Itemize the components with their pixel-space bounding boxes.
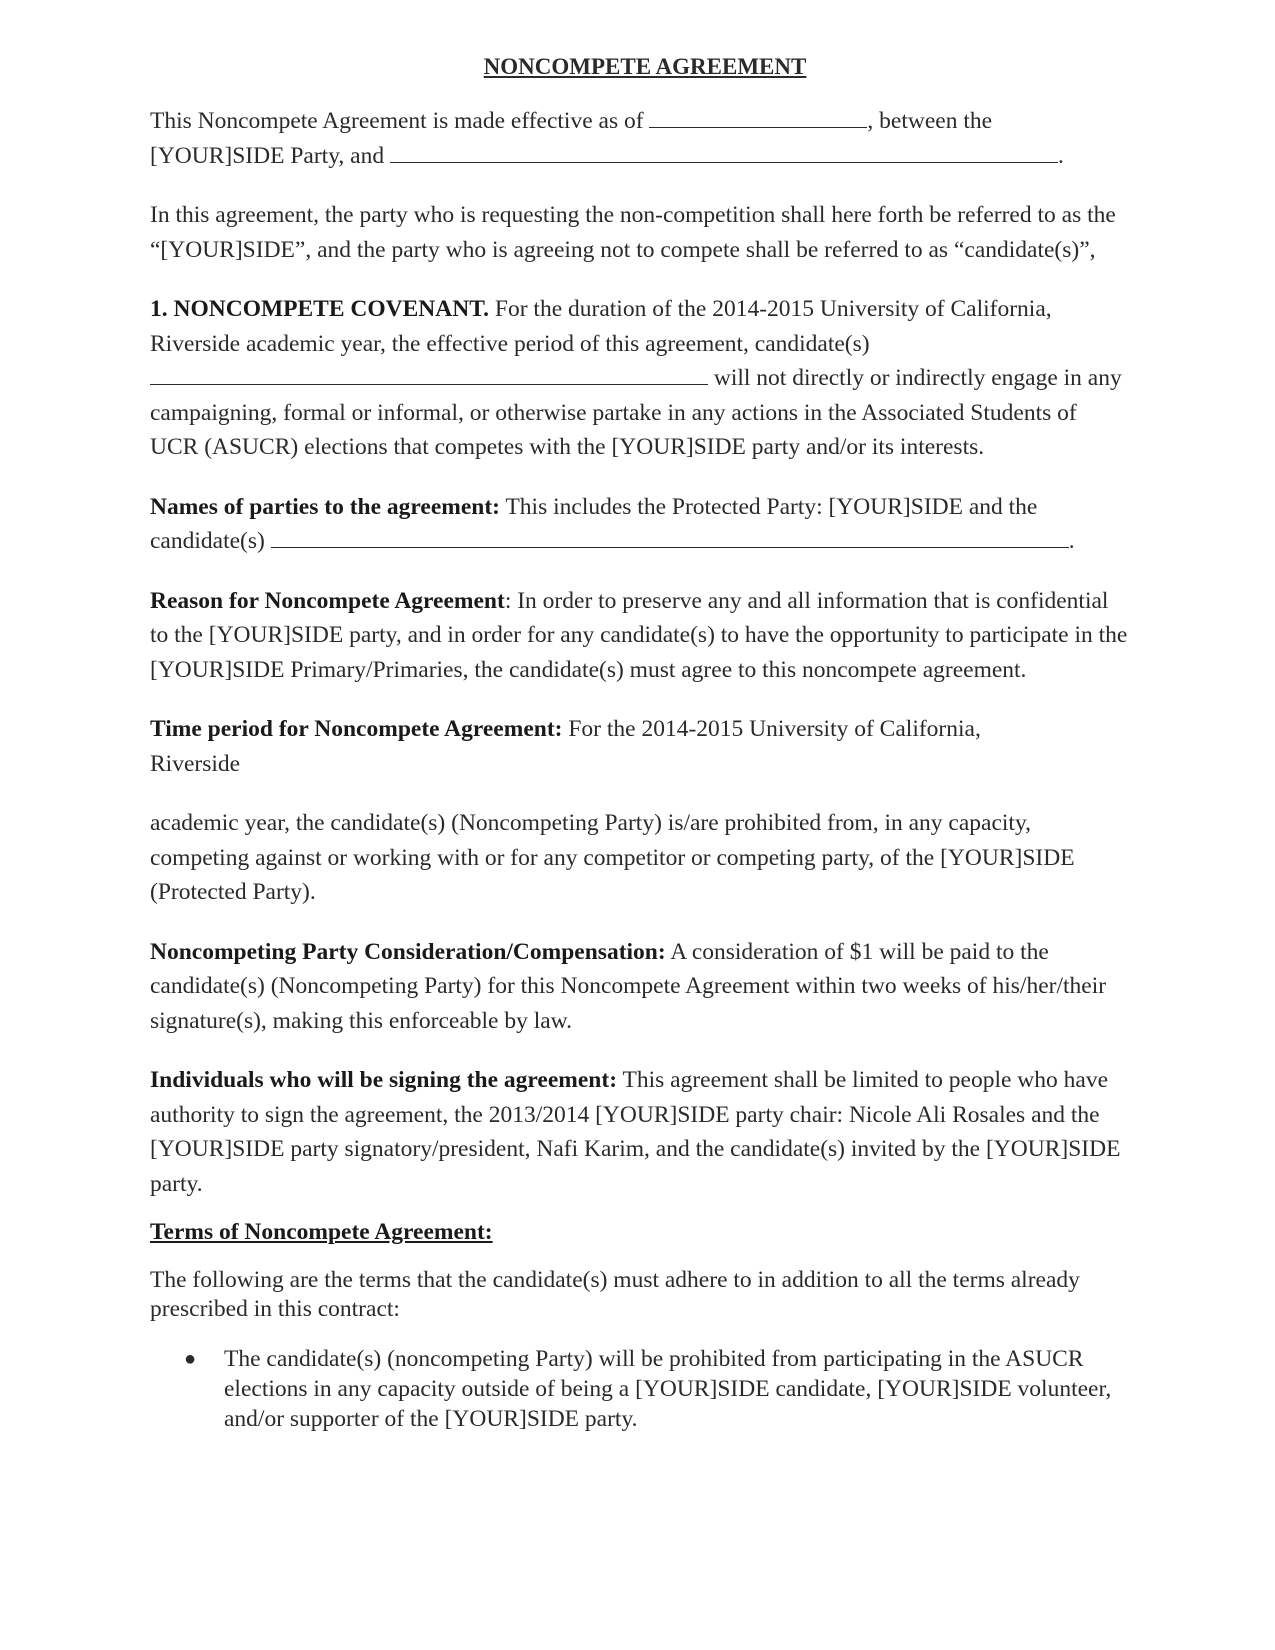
terms-intro: The following are the terms that the candidate(s) must adhere to in addition to all the terms already prescribed in this contract:: [150, 1266, 1080, 1322]
signers-paragraph: [150, 1063, 1130, 1201]
covenant-paragraph: [150, 292, 1130, 465]
consideration-text: A consideration of $1 will be paid to the candidate(s) (Noncompeting Party) for this Noncompete Agreement within two weeks of his/her/their signature(s), making this enforceable by law.: [150, 938, 1107, 1034]
time-period-paragraph: [150, 712, 1130, 781]
reason-paragraph: [150, 584, 1130, 688]
intro-paragraph: [150, 104, 1130, 173]
names-period: .: [1068, 528, 1075, 554]
bullet-icon: ●: [184, 1347, 197, 1370]
candidate-names-blank[interactable]: [271, 525, 1069, 548]
signers-text: This agreement shall be limited to people who have authority to sign the agreement, the 2013/2014 [YOUR]SIDE party chair: Nicole Ali Rosales and the [YOUR]SIDE party signatory/president, Nafi Karim, and the candidate(s) invited by the [YOUR]SIDE party.: [150, 1067, 1121, 1197]
reason-heading: Reason for Noncompete Agreement: [150, 587, 505, 614]
time-period-heading: Time period for Noncompete Agreement:: [150, 716, 563, 742]
effective-date-blank[interactable]: [649, 105, 867, 128]
intro-text-3: [YOUR]SIDE Party, and: [150, 142, 390, 169]
intro-period: .: [1057, 142, 1064, 169]
list-item: [184, 1344, 1130, 1434]
document-title: NONCOMPETE AGREEMENT: [483, 54, 807, 79]
time-period-continued: academic year, the candidate(s) (Noncompeting Party) is/are prohibited from, in any capacity, competing against or working with or for any competitor or competing party, of the [YOUR]SIDE (Protected Party).: [150, 810, 1075, 905]
intro-text-1: This Noncompete Agreement is made effective as of: [150, 108, 650, 134]
covenant-text-2: will not directly or indirectly engage in any campaigning, formal or informal, or otherwise partake in any actions in the Associated Students of UCR (ASUCR) elections that competes with the [YOUR]SIDE party and/or its interests.: [150, 365, 1122, 460]
document-page: [150, 54, 1130, 1434]
time-period-text-1: For the 2014-2015 University of California,: [562, 716, 981, 742]
consideration-heading: Noncompeting Party Consideration/Compensation:: [150, 938, 666, 965]
names-heading: Names of parties to the agreement:: [150, 493, 500, 520]
names-paragraph: [150, 490, 1130, 559]
candidate-name-blank[interactable]: [150, 362, 708, 385]
time-period-text-2: Riverside: [150, 750, 241, 777]
signers-heading: Individuals who will be signing the agreement:: [150, 1067, 618, 1093]
consideration-paragraph: [150, 935, 1130, 1039]
covenant-text-1: For the duration of the 2014-2015 University of California, Riverside academic year, the effective period of this agreement, candidate(s): [150, 296, 1052, 357]
reason-text: : In order to preserve any and all information that is confidential to the [YOUR]SIDE party, and in order for any candidate(s) to have the opportunity to participate in the [YOUR]SIDE Primary/Primaries, the candidate(s) must agree to this noncompete agreement.: [150, 587, 1128, 683]
covenant-heading: 1. NONCOMPETE COVENANT.: [150, 296, 490, 322]
terms-list: [150, 1344, 1130, 1434]
terms-heading: Terms of Noncompete Agreement:: [150, 1219, 493, 1245]
names-text-2: candidate(s): [150, 528, 271, 554]
other-party-blank[interactable]: [390, 140, 1058, 163]
terms-bullet-text: The candidate(s) (noncompeting Party) will be prohibited from participating in the ASUCR elections in any capacity outside of being a [YOUR]SIDE candidate, [YOUR]SIDE volunteer, and/or supporter of the [YOUR]SIDE party.: [224, 1345, 1112, 1432]
names-text-1: This includes the Protected Party: [YOUR]SIDE and the: [500, 493, 1038, 520]
definitions-paragraph: In this agreement, the party who is requesting the non-competition shall here forth be referred to as the “[YOUR]SIDE”, and the party who is agreeing not to compete shall be referred to as “candidate(s)”,: [150, 202, 1116, 263]
intro-text-2: , between the: [867, 108, 993, 134]
